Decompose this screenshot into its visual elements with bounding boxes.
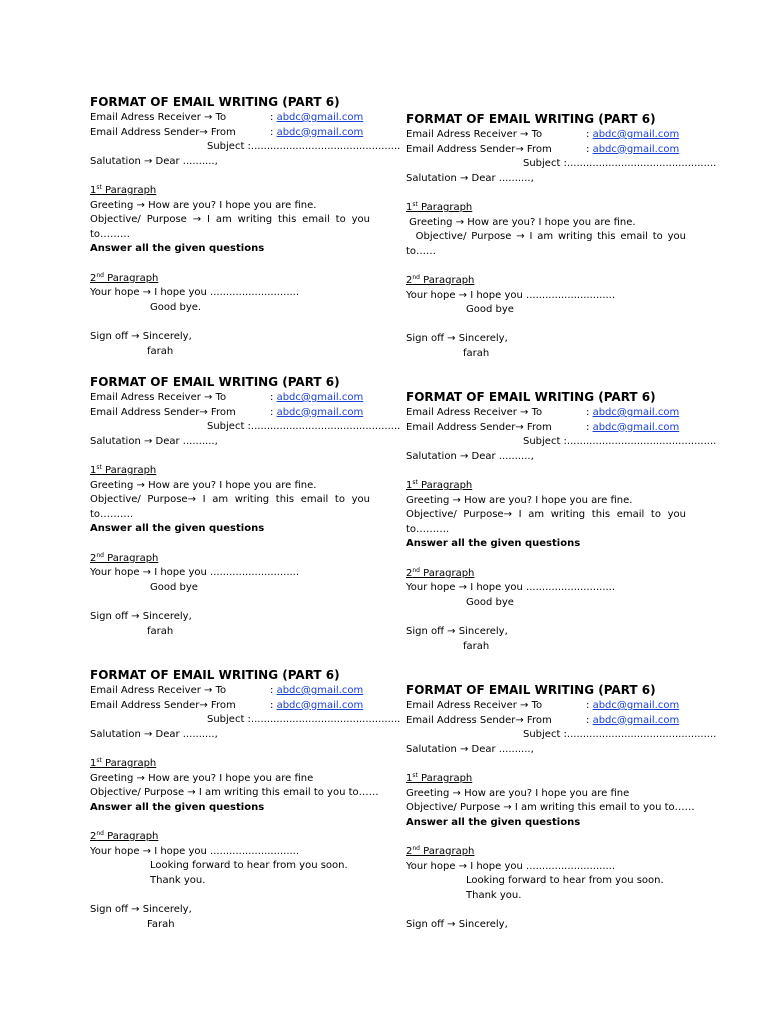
sender-value: : abdc@gmail.com: [586, 714, 680, 726]
card-title: FORMAT OF EMAIL WRITING (PART 6): [90, 95, 340, 109]
receiver-row: [406, 699, 686, 714]
sender-value: : abdc@gmail.com: [586, 421, 680, 433]
thank-you-line: Thank you.: [466, 889, 522, 901]
sender-email-link[interactable]: abdc@gmail.com: [592, 143, 680, 155]
receiver-label: Email Adress Receiver → To: [90, 392, 227, 403]
answer-note: Answer all the given questions: [406, 538, 581, 550]
email-format-card: [406, 683, 717, 933]
paragraph-2-heading: 2nd Paragraph: [406, 566, 475, 579]
sender-row: [90, 126, 370, 141]
paragraph-1-heading: 1st Paragraph: [406, 771, 473, 784]
objective-line: Objective/ Purpose→ I am writing this email to you: [406, 509, 686, 521]
objective-line: Objective/ Purpose → I am writing this email to you to……: [406, 802, 695, 814]
signoff-line: Sign off → Sincerely,: [406, 333, 508, 345]
answer-note: Answer all the given questions: [406, 816, 581, 828]
closing-line: Looking forward to hear from you soon.: [150, 860, 348, 872]
hope-line: Your hope → I hope you ............................: [406, 289, 616, 301]
receiver-value: : abdc@gmail.com: [270, 685, 364, 696]
greeting-line: Greeting → How are you? I hope you are fine.: [406, 216, 636, 228]
signer-name: farah: [463, 347, 490, 359]
email-format-card: [90, 668, 401, 932]
sender-label: Email Address Sender→ From: [406, 421, 552, 433]
greeting-line: Greeting → How are you? I hope you are fine.: [406, 494, 633, 506]
greeting-line: Greeting → How are you? I hope you are fine: [406, 787, 630, 799]
hope-line: Your hope → I hope you ............................: [90, 567, 300, 579]
hope-line: Your hope → I hope you ............................: [406, 860, 616, 872]
sender-email-link[interactable]: abdc@gmail.com: [276, 699, 364, 711]
receiver-label: Email Adress Receiver → To: [90, 685, 227, 696]
spacer: [406, 259, 686, 274]
receiver-row: [90, 684, 370, 699]
objective-continuation: to……….: [90, 508, 134, 520]
subject-line: Subject :...............................................: [207, 714, 401, 726]
spacer: [90, 595, 370, 610]
sender-label: Email Address Sender→ From: [90, 406, 236, 418]
signoff-line: Sign off → Sincerely,: [90, 330, 192, 342]
thank-you-line: Thank you.: [150, 874, 206, 886]
spacer: [90, 449, 370, 464]
receiver-row: [406, 128, 686, 143]
receiver-value: : abdc@gmail.com: [586, 407, 680, 418]
spacer: [406, 610, 686, 625]
salutation-line: Salutation → Dear ..........,: [406, 450, 534, 462]
signer-name: Farah: [147, 918, 175, 930]
spacer: [90, 815, 370, 830]
objective-line: Objective/ Purpose → I am writing this email to you: [90, 214, 370, 226]
spacer: [90, 888, 370, 903]
card-title: FORMAT OF EMAIL WRITING (PART 6): [406, 112, 656, 126]
sender-value: : abdc@gmail.com: [270, 126, 364, 138]
closing-line: Good bye.: [150, 301, 202, 313]
spacer: [406, 464, 686, 479]
greeting-line: Greeting → How are you? I hope you are fine.: [90, 479, 317, 491]
objective-continuation: to………: [90, 228, 131, 240]
email-format-card: [406, 390, 717, 654]
sender-row: [90, 699, 370, 714]
greeting-line: Greeting → How are you? I hope you are fine: [90, 772, 314, 784]
closing-line: Looking forward to hear from you soon.: [466, 875, 664, 887]
salutation-line: Salutation → Dear ..........,: [90, 435, 218, 447]
paragraph-2-heading: 2nd Paragraph: [406, 844, 475, 857]
answer-note: Answer all the given questions: [90, 801, 265, 813]
receiver-row: [90, 111, 370, 126]
sender-row: [406, 143, 686, 158]
sender-row: [406, 714, 686, 729]
receiver-email-link[interactable]: abdc@gmail.com: [276, 112, 364, 123]
greeting-line: Greeting → How are you? I hope you are fine.: [90, 199, 317, 211]
email-format-card: [406, 112, 717, 362]
signoff-line: Sign off → Sincerely,: [90, 610, 192, 622]
salutation-line: Salutation → Dear ..........,: [90, 155, 218, 167]
sender-label: Email Address Sender→ From: [406, 714, 552, 726]
sender-email-link[interactable]: abdc@gmail.com: [276, 126, 364, 138]
paragraph-2-heading: 2nd Paragraph: [90, 551, 159, 564]
salutation-line: Salutation → Dear ..........,: [406, 172, 534, 184]
receiver-email-link[interactable]: abdc@gmail.com: [592, 129, 680, 140]
receiver-email-link[interactable]: abdc@gmail.com: [276, 685, 364, 696]
receiver-value: : abdc@gmail.com: [586, 700, 680, 711]
salutation-line: Salutation → Dear ..........,: [90, 728, 218, 740]
spacer: [406, 552, 686, 567]
sender-email-link[interactable]: abdc@gmail.com: [592, 421, 680, 433]
sender-value: : abdc@gmail.com: [270, 699, 364, 711]
subject-line: Subject :...............................................: [523, 729, 717, 741]
paragraph-1-heading: 1st Paragraph: [90, 756, 157, 769]
objective-continuation: to……….: [406, 523, 450, 535]
objective-line: Objective/ Purpose → I am writing this email to you: [406, 231, 686, 243]
spacer: [406, 318, 686, 333]
signer-name: farah: [463, 640, 490, 652]
salutation-line: Salutation → Dear ..........,: [406, 743, 534, 755]
sender-label: Email Address Sender→ From: [406, 143, 552, 155]
signoff-line: Sign off → Sincerely,: [90, 903, 192, 915]
closing-line: Good bye: [466, 304, 514, 316]
card-title: FORMAT OF EMAIL WRITING (PART 6): [90, 668, 340, 682]
signer-name: farah: [147, 345, 174, 357]
paragraph-2-heading: 2nd Paragraph: [406, 273, 475, 286]
receiver-email-link[interactable]: abdc@gmail.com: [592, 700, 680, 711]
receiver-row: [406, 406, 686, 421]
objective-continuation: to……: [406, 245, 437, 257]
signoff-line: Sign off → Sincerely,: [406, 918, 508, 930]
spacer: [90, 315, 370, 330]
spacer: [90, 257, 370, 272]
spacer: [406, 830, 686, 845]
card-title: FORMAT OF EMAIL WRITING (PART 6): [406, 390, 656, 404]
receiver-label: Email Adress Receiver → To: [90, 112, 227, 123]
paragraph-1-heading: 1st Paragraph: [90, 183, 157, 196]
objective-line: Objective/ Purpose → I am writing this email to you to……: [90, 787, 379, 799]
subject-line: Subject :...............................................: [523, 436, 717, 448]
signoff-line: Sign off → Sincerely,: [406, 625, 508, 637]
card-title: FORMAT OF EMAIL WRITING (PART 6): [406, 683, 656, 697]
receiver-value: : abdc@gmail.com: [586, 129, 680, 140]
sender-row: [90, 406, 370, 421]
paragraph-1-heading: 1st Paragraph: [406, 200, 473, 213]
spacer: [406, 903, 686, 918]
spacer: [406, 186, 686, 201]
card-title: FORMAT OF EMAIL WRITING (PART 6): [90, 375, 340, 389]
receiver-label: Email Adress Receiver → To: [406, 407, 543, 418]
closing-line: Good bye: [466, 596, 514, 608]
sender-label: Email Address Sender→ From: [90, 126, 236, 138]
email-format-card: [90, 95, 401, 359]
spacer: [90, 742, 370, 757]
answer-note: Answer all the given questions: [90, 523, 265, 535]
paragraph-1-heading: 1st Paragraph: [406, 478, 473, 491]
sender-email-link[interactable]: abdc@gmail.com: [276, 406, 364, 418]
paragraph-2-heading: 2nd Paragraph: [90, 829, 159, 842]
paragraph-1-heading: 1st Paragraph: [90, 463, 157, 476]
subject-line: Subject :...............................................: [207, 421, 401, 433]
signer-name: farah: [147, 625, 174, 637]
receiver-value: : abdc@gmail.com: [270, 112, 364, 123]
sender-label: Email Address Sender→ From: [90, 699, 236, 711]
receiver-row: [90, 391, 370, 406]
hope-line: Your hope → I hope you ............................: [90, 845, 300, 857]
receiver-label: Email Adress Receiver → To: [406, 700, 543, 711]
paragraph-2-heading: 2nd Paragraph: [90, 271, 159, 284]
receiver-email-link[interactable]: abdc@gmail.com: [592, 407, 680, 418]
email-format-card: [90, 375, 401, 639]
receiver-value: : abdc@gmail.com: [270, 392, 364, 403]
subject-line: Subject :...............................................: [207, 141, 401, 153]
objective-line: Objective/ Purpose→ I am writing this email to you: [90, 494, 370, 506]
sender-value: : abdc@gmail.com: [586, 143, 680, 155]
receiver-email-link[interactable]: abdc@gmail.com: [276, 392, 364, 403]
sender-value: : abdc@gmail.com: [270, 406, 364, 418]
sender-row: [406, 421, 686, 436]
sender-email-link[interactable]: abdc@gmail.com: [592, 714, 680, 726]
hope-line: Your hope → I hope you ............................: [406, 582, 616, 594]
subject-line: Subject :...............................................: [523, 158, 717, 170]
spacer: [90, 537, 370, 552]
spacer: [90, 169, 370, 184]
answer-note: Answer all the given questions: [90, 243, 265, 255]
hope-line: Your hope → I hope you ............................: [90, 287, 300, 299]
spacer: [406, 757, 686, 772]
receiver-label: Email Adress Receiver → To: [406, 129, 543, 140]
closing-line: Good bye: [150, 581, 198, 593]
